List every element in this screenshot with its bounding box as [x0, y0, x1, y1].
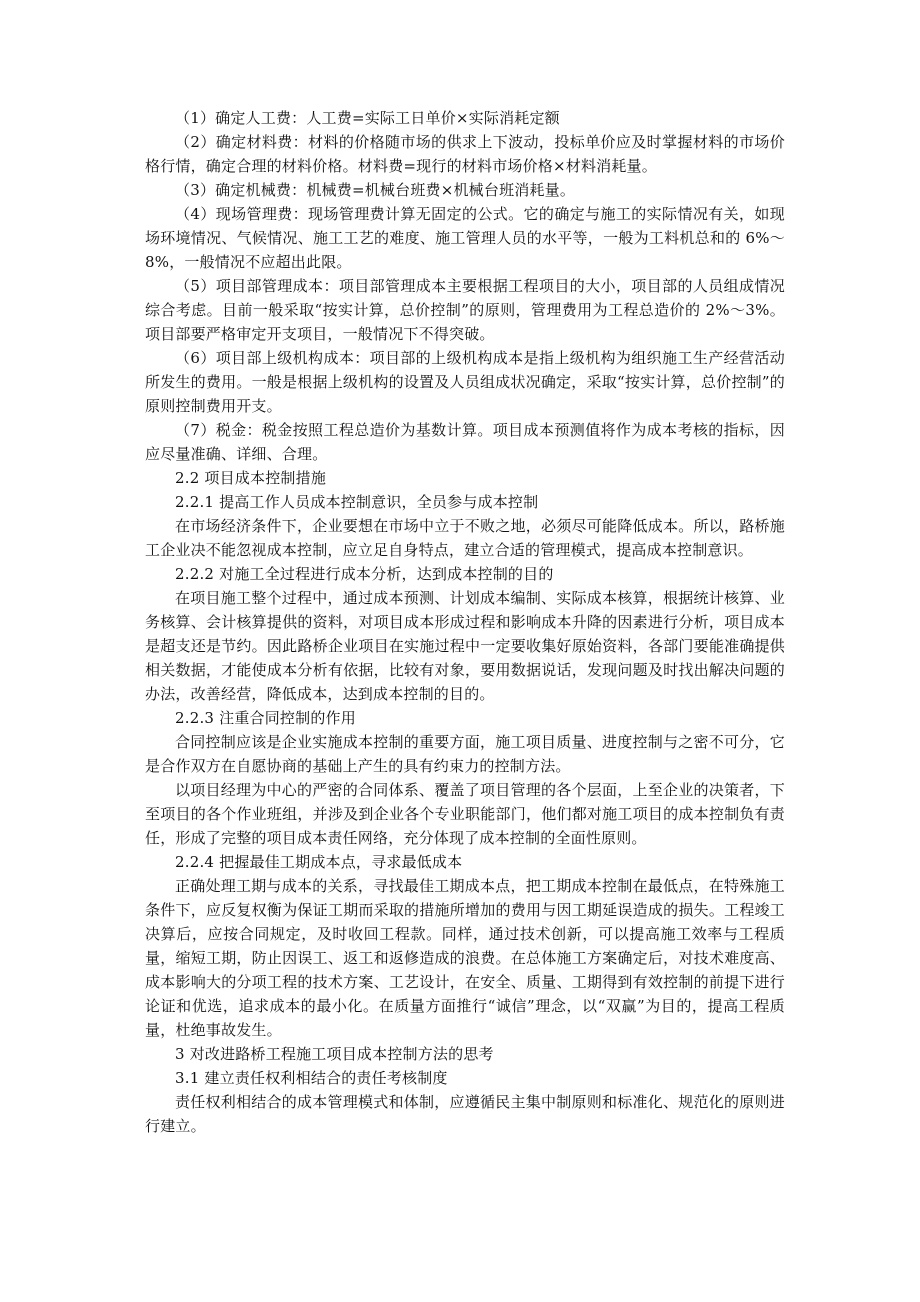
paragraph-machinery-cost: （3）确定机械费：机械费=机械台班费×机械台班消耗量。: [175, 181, 576, 199]
paragraph-superior-org-cost: （6）项目部上级机构成本：项目部的上级机构成本是指上级机构为组织施工生产经营活动所发生的费用。一般是根据上级机构的设置及人员组成状况确定，采取“按实计算，总价控制”的原则控制费用开支。: [145, 349, 785, 415]
paragraph-site-management-cost: （4）现场管理费：现场管理费计算无固定的公式。它的确定与施工的实际情况有关，如现场环境情况、气候情况、施工工艺的难度、施工管理人员的水平等，一般为工料机总和的 6%～8%，一般情况不应超出此限。: [145, 205, 785, 271]
heading-3-1: 3.1 建立责任权利相结合的责任考核制度: [175, 1069, 448, 1087]
paragraph-tax: （7）税金：税金按照工程总造价为基数计算。项目成本预测值将作为成本考核的指标，因应尽量准确、详细、合理。: [145, 421, 785, 463]
paragraph-project-dept-cost: （5）项目部管理成本：项目部管理成本主要根据工程项目的大小，项目部的人员组成情况综合考虑。目前一般采取“按实计算，总价控制”的原则，管理费用为工程总造价的 2%～3%。项目部要严格审定开支项目，一般情况下不得突破。: [145, 277, 785, 343]
heading-2-2-1: 2.2.1 提高工作人员成本控制意识，全员参与成本控制: [175, 493, 539, 511]
paragraph-labor-cost: （1）确定人工费：人工费=实际工日单价×实际消耗定额: [175, 109, 560, 127]
paragraph-2-2-1-body: 在市场经济条件下，企业要想在市场中立于不败之地，必须尽可能降低成本。所以，路桥施工企业决不能忽视成本控制，应立足自身特点，建立合适的管理模式，提高成本控制意识。: [145, 517, 785, 559]
paragraph-2-2-2-body: 在项目施工整个过程中，通过成本预测、计划成本编制、实际成本核算，根据统计核算、业务核算、会计核算提供的资料，对项目成本形成过程和影响成本升降的因素进行分析，项目成本是超支还是节约。因此路桥企业项目在实施过程中一定要收集好原始资料，各部门要能准确提供相关数据，才能使成本分析有依据，比较有对象，要用数据说话，发现问题及时找出解决问题的办法，改善经营，降低成本，达到成本控制的目的。: [145, 589, 785, 703]
heading-2-2: 2.2 项目成本控制措施: [175, 469, 327, 487]
paragraph-material-cost: （2）确定材料费：材料的价格随市场的供求上下波动，投标单价应及时掌握材料的市场价格行情，确定合理的材料价格。材料费=现行的材料市场价格×材料消耗量。: [145, 133, 785, 175]
heading-2-2-2: 2.2.2 对施工全过程进行成本分析，达到成本控制的目的: [175, 565, 554, 583]
heading-2-2-4: 2.2.4 把握最佳工期成本点，寻求最低成本: [175, 853, 463, 871]
heading-2-2-3: 2.2.3 注重合同控制的作用: [175, 709, 356, 727]
paragraph-2-2-4-body: 正确处理工期与成本的关系，寻找最佳工期成本点，把工期成本控制在最低点，在特殊施工条件下，应反复权衡为保证工期而采取的措施所增加的费用与因工期延误造成的损失。工程竣工决算后，应按合同规定，及时收回工程款。同样，通过技术创新，可以提高施工效率与工程质量，缩短工期，防止因误工、返工和返修造成的浪费。在总体施工方案确定后，对技术难度高、成本影响大的分项工程的技术方案、工艺设计，在安全、质量、工期得到有效控制的前提下进行论证和优选，追求成本的最小化。在质量方面推行“诚信”理念，以“双赢”为目的，提高工程质量，杜绝事故发生。: [145, 877, 785, 1039]
paragraph-3-1-body: 责任权利相结合的成本管理模式和体制，应遵循民主集中制原则和标准化、规范化的原则进行建立。: [145, 1093, 785, 1135]
document-page: [145, 106, 785, 1138]
heading-3: 3 对改进路桥工程施工项目成本控制方法的思考: [175, 1045, 494, 1063]
paragraph-2-2-3-body-2: 以项目经理为中心的严密的合同体系、覆盖了项目管理的各个层面，上至企业的决策者，下至项目的各个作业班组，并涉及到企业各个专业职能部门，他们都对施工项目的成本控制负有责任，形成了完整的项目成本责任网络，充分体现了成本控制的全面性原则。: [145, 781, 785, 847]
paragraph-2-2-3-body-1: 合同控制应该是企业实施成本控制的重要方面，施工项目质量、进度控制与之密不可分，它是合作双方在自愿协商的基础上产生的具有约束力的控制方法。: [145, 733, 785, 775]
